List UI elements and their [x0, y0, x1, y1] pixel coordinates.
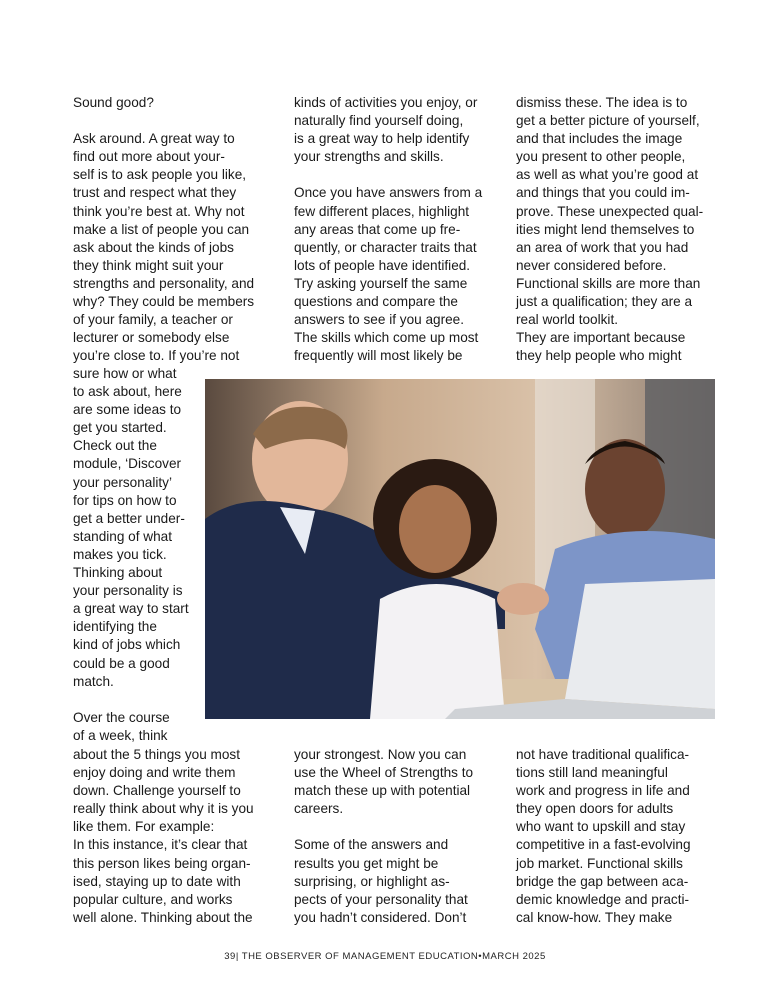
column-2-top-text: kinds of activities you enjoy, or naturally find yourself doing, is a great way to help identify your strengths and skills. Once you have answers from a few different places, highlight any areas that come up fre- quently, or character traits that lots of people have identified. Try asking yourself the same questions and compare the answers to see if you agree. The skills which come up most frequently will most likely be	[294, 95, 483, 364]
footer-dot: •	[478, 951, 483, 962]
issue-date: MARCH 2025	[482, 951, 546, 962]
column-2-bottom-text: your strongest. Now you can use the Wheel of Strengths to match these up with potential careers. Some of the answers and results you get might be surprising, or highlight as- pects of your personality that you hadn’t considered. Don’t	[294, 747, 474, 925]
footer-separator: |	[235, 951, 239, 962]
column-1-wrap-text: sure how or what to ask about, here are some ideas to get you started. Check out the module, ‘Discover your personality’ for tips on how to get a better under- standing of what makes you tick. Thinking about your personality is a great way to start identifying the kind of jobs which could be a good match. Over the course of a week, think	[73, 366, 189, 743]
handshake-meeting-photo	[205, 379, 715, 719]
column-1-top-text: Sound good? Ask around. A great way to find out more about your- self is to ask people you like, trust and respect what they think you’re best at. Why not make a list of people you can ask about the kinds of jobs they think might suit your strengths and personality, and why? They could be members of your family, a teacher or lecturer or somebody else you’re close to. If you’re not	[73, 95, 255, 364]
page-number: 39	[224, 951, 236, 962]
page-footer	[0, 951, 770, 962]
column-3-bottom-text: not have traditional qualifica- tions still land meaningful work and progress in life and they open doors for adults who want to upskill and stay competitive in a fast-evolving job market. Functional skills bridge the gap between aca- demic knowledge and practi- cal know-how. They make	[516, 747, 691, 925]
column-1-bottom-text: about the 5 things you most enjoy doing and write them down. Challenge yourself to really think about why it is you like them. For example: In this instance, it’s clear that this person likes being organ- ised, staying up to date with popular culture, and works well alone. Thinking about the	[73, 747, 254, 925]
column-3-top-text: dismiss these. The idea is to get a better picture of yourself, and that includes the image you present to other people, as well as what you’re good at and things that you could im- prove. These unexpected qual- ities might lend themselves to an area of work that you had never considered before. Functional skills are more than just a qualification; they are a real world toolkit. They are important because they help people who might	[516, 95, 704, 364]
photo-illustration	[205, 379, 715, 719]
publication-name: THE OBSERVER OF MANAGEMENT EDUCATION	[241, 951, 479, 962]
